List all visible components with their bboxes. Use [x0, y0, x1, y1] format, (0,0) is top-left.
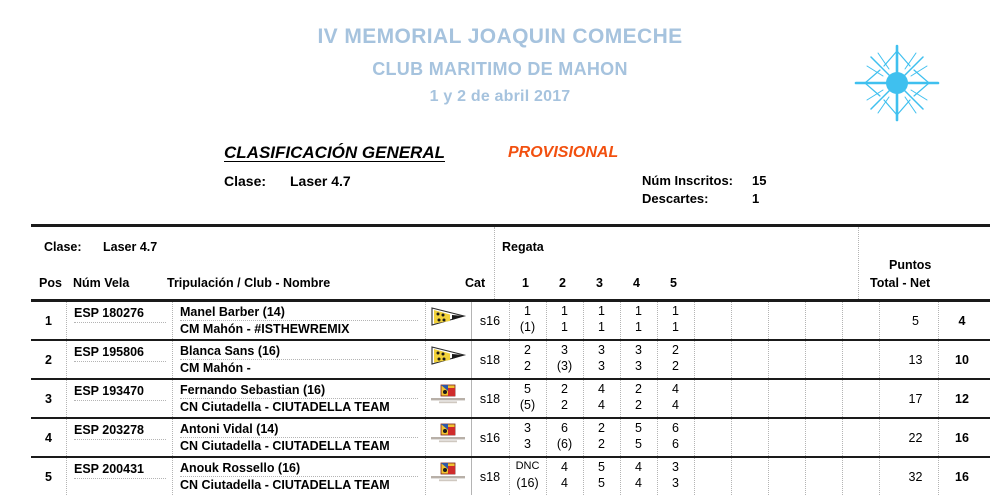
table-header [31, 227, 990, 302]
cell-category: s18 [471, 341, 510, 378]
crew-name: Blanca Sans (16) [180, 344, 281, 358]
cell-race-2 [546, 302, 584, 339]
cell-race-6 [694, 419, 732, 456]
cell-race-3 [583, 341, 621, 378]
race-place: 6 [561, 421, 568, 435]
cell-race-4 [620, 380, 658, 417]
cell-race-10 [842, 419, 880, 456]
race-place: DNC [515, 460, 540, 472]
column-header-race-1: 1 [522, 276, 529, 290]
cell-net-points: 16 [955, 469, 969, 484]
entries-value: 15 [752, 173, 767, 188]
column-header-crew: Tripulación / Club - Nombre [167, 276, 331, 290]
race-place: 2 [561, 382, 568, 396]
race-place: 3 [561, 343, 568, 357]
cell-burgee [425, 380, 472, 417]
race-place: 5 [598, 460, 605, 474]
cell-race-9 [805, 302, 843, 339]
cell-category: s16 [471, 302, 510, 339]
status-badge: PROVISIONAL [508, 144, 619, 161]
cell-category: s18 [471, 458, 510, 495]
table-class-value: Laser 4.7 [103, 240, 158, 254]
crew-name: Antoni Vidal (14) [180, 422, 279, 436]
cell-race-3 [583, 302, 621, 339]
race-points: 1 [561, 320, 568, 334]
cell-race-7 [731, 458, 769, 495]
cell-race-2 [546, 341, 584, 378]
column-header-cat: Cat [465, 276, 486, 290]
cell-race-1 [509, 419, 547, 456]
points-subheader: Total - Net [870, 276, 931, 290]
cell-race-1 [509, 458, 547, 495]
cell-race-1 [509, 302, 547, 339]
race-points: 5 [635, 437, 642, 451]
race-place: 1 [672, 304, 679, 318]
cell-race-5 [657, 341, 695, 378]
cell-net-points: 12 [955, 391, 969, 406]
race-points: 3 [635, 359, 642, 373]
crew-name: Fernando Sebastian (16) [180, 383, 326, 397]
race-points: (1) [519, 320, 536, 334]
race-place: 3 [672, 460, 679, 474]
race-points: 4 [635, 476, 642, 490]
cell-position: 3 [31, 380, 67, 417]
cell-race-10 [842, 458, 880, 495]
cell-race-3 [583, 458, 621, 495]
cell-race-6 [694, 380, 732, 417]
table-row[interactable] [31, 458, 990, 495]
class-value: Laser 4.7 [290, 173, 351, 189]
cell-race-6 [694, 458, 732, 495]
cell-category: s16 [471, 419, 510, 456]
cell-position: 2 [31, 341, 67, 378]
crew-club: CN Ciutadella - CIUTADELLA TEAM [180, 478, 390, 492]
cell-race-1 [509, 380, 547, 417]
race-place: 1 [635, 304, 642, 318]
cell-race-8 [768, 302, 806, 339]
race-points: 6 [672, 437, 679, 451]
cell-position: 1 [31, 302, 67, 339]
race-points: 1 [672, 320, 679, 334]
race-points: 2 [561, 398, 568, 412]
race-place: 6 [672, 421, 679, 435]
cell-race-9 [805, 341, 843, 378]
cell-race-2 [546, 380, 584, 417]
points-group-label: Puntos [889, 258, 932, 272]
cell-total-points: 22 [893, 419, 939, 456]
cell-race-5 [657, 419, 695, 456]
column-header-sail: Núm Vela [73, 276, 130, 290]
cell-race-10 [842, 341, 880, 378]
cell-net-points: 16 [955, 430, 969, 445]
discards-value: 1 [752, 191, 760, 206]
race-points: (6) [556, 437, 573, 451]
cell-crew [172, 419, 426, 456]
regata-group-label: Regata [502, 240, 544, 254]
race-place: 3 [598, 343, 605, 357]
cell-sail-number: ESP 195806 [66, 341, 173, 378]
classification-title: CLASIFICACIÓN GENERAL [224, 143, 445, 162]
document-masthead [0, 26, 1000, 105]
race-points: 2 [672, 359, 679, 373]
race-points: 2 [598, 437, 605, 451]
race-points: 2 [524, 359, 531, 373]
crew-name: Anouk Rossello (16) [180, 461, 301, 475]
cm-mahon-burgee-icon [428, 344, 468, 368]
cell-crew [172, 458, 426, 495]
race-place: 2 [524, 343, 531, 357]
cell-sail-number: ESP 180276 [66, 302, 173, 339]
race-place: 1 [561, 304, 568, 318]
cell-crew [172, 341, 426, 378]
column-header-race-4: 4 [633, 276, 640, 290]
race-points: 4 [672, 398, 679, 412]
crew-name: Manel Barber (14) [180, 305, 285, 319]
race-place: 4 [598, 382, 605, 396]
cell-race-2 [546, 419, 584, 456]
event-dates: 1 y 2 de abril 2017 [429, 88, 571, 105]
cell-race-5 [657, 458, 695, 495]
race-place: 2 [672, 343, 679, 357]
race-points: (3) [556, 359, 573, 373]
cell-race-7 [731, 302, 769, 339]
cell-race-5 [657, 302, 695, 339]
column-header-pos: Pos [39, 276, 62, 290]
cell-burgee [425, 302, 472, 339]
crew-club: CN Ciutadella - CIUTADELLA TEAM [180, 439, 390, 453]
race-place: 2 [635, 382, 642, 396]
race-points: 1 [598, 320, 605, 334]
cell-sail-number: ESP 193470 [66, 380, 173, 417]
cell-race-4 [620, 458, 658, 495]
cell-position: 5 [31, 458, 67, 495]
cell-race-10 [842, 380, 880, 417]
cell-category: s18 [471, 380, 510, 417]
race-points: 4 [598, 398, 605, 412]
header-divider [494, 227, 495, 299]
race-points: 5 [598, 476, 605, 490]
cell-race-2 [546, 458, 584, 495]
cell-sail-number: ESP 200431 [66, 458, 173, 495]
cell-race-4 [620, 419, 658, 456]
event-title: IV MEMORIAL JOAQUIN COMECHE [317, 25, 683, 48]
cn-ciutadella-logo-icon [428, 461, 468, 485]
cell-race-4 [620, 302, 658, 339]
table-row[interactable] [31, 380, 990, 419]
cm-mahon-burgee-icon [428, 305, 468, 329]
race-place: 4 [672, 382, 679, 396]
sunburst-icon [854, 40, 940, 126]
cell-race-10 [842, 302, 880, 339]
cell-race-6 [694, 302, 732, 339]
race-place: 1 [524, 304, 531, 318]
cell-race-3 [583, 380, 621, 417]
race-points: 3 [598, 359, 605, 373]
header-divider [858, 227, 859, 299]
race-points: 2 [635, 398, 642, 412]
cell-crew [172, 302, 426, 339]
table-row[interactable] [31, 302, 990, 341]
race-place: 5 [635, 421, 642, 435]
cell-total-points: 17 [893, 380, 939, 417]
cell-crew [172, 380, 426, 417]
cell-race-7 [731, 380, 769, 417]
cell-race-5 [657, 380, 695, 417]
cell-race-8 [768, 458, 806, 495]
race-points: (16) [516, 476, 539, 490]
cell-race-1 [509, 341, 547, 378]
column-header-race-3: 3 [596, 276, 603, 290]
crew-club: CM Mahón - #ISTHEWREMIX [180, 322, 350, 336]
entries-label: Núm Inscritos: [642, 173, 734, 188]
class-label: Clase: [224, 173, 267, 189]
cn-ciutadella-logo-icon [428, 422, 468, 446]
cn-ciutadella-logo-icon [428, 383, 468, 407]
cell-total-points: 13 [893, 341, 939, 378]
race-place: 4 [561, 460, 568, 474]
race-place: 3 [635, 343, 642, 357]
cell-race-9 [805, 419, 843, 456]
race-place: 4 [635, 460, 642, 474]
race-points: 4 [561, 476, 568, 490]
cell-race-8 [768, 341, 806, 378]
race-points: 3 [524, 437, 531, 451]
race-place: 5 [524, 382, 531, 396]
race-place: 3 [524, 421, 531, 435]
cell-sail-number: ESP 203278 [66, 419, 173, 456]
cell-total-points: 32 [893, 458, 939, 495]
cell-race-8 [768, 419, 806, 456]
cell-race-9 [805, 458, 843, 495]
table-class-label: Clase: [44, 240, 82, 254]
race-points: 3 [672, 476, 679, 490]
race-place: 2 [598, 421, 605, 435]
results-table [31, 224, 990, 495]
race-points: 1 [635, 320, 642, 334]
cell-race-4 [620, 341, 658, 378]
cell-burgee [425, 341, 472, 378]
cell-race-6 [694, 341, 732, 378]
cell-burgee [425, 419, 472, 456]
cell-race-8 [768, 380, 806, 417]
cell-position: 4 [31, 419, 67, 456]
cell-net-points: 10 [955, 352, 969, 367]
column-header-race-5: 5 [670, 276, 677, 290]
cell-race-7 [731, 419, 769, 456]
table-row[interactable] [31, 419, 990, 458]
race-points: (5) [519, 398, 536, 412]
cell-burgee [425, 458, 472, 495]
table-body [31, 302, 990, 495]
table-row[interactable] [31, 341, 990, 380]
cell-race-7 [731, 341, 769, 378]
crew-club: CM Mahón - [180, 361, 251, 375]
race-place: 1 [598, 304, 605, 318]
crew-club: CN Ciutadella - CIUTADELLA TEAM [180, 400, 390, 414]
cell-net-points: 4 [958, 313, 966, 328]
column-header-race-2: 2 [559, 276, 566, 290]
cell-total-points: 5 [893, 302, 939, 339]
cell-race-3 [583, 419, 621, 456]
discards-label: Descartes: [642, 191, 709, 206]
club-name: CLUB MARITIMO DE MAHON [372, 59, 628, 79]
cell-race-9 [805, 380, 843, 417]
